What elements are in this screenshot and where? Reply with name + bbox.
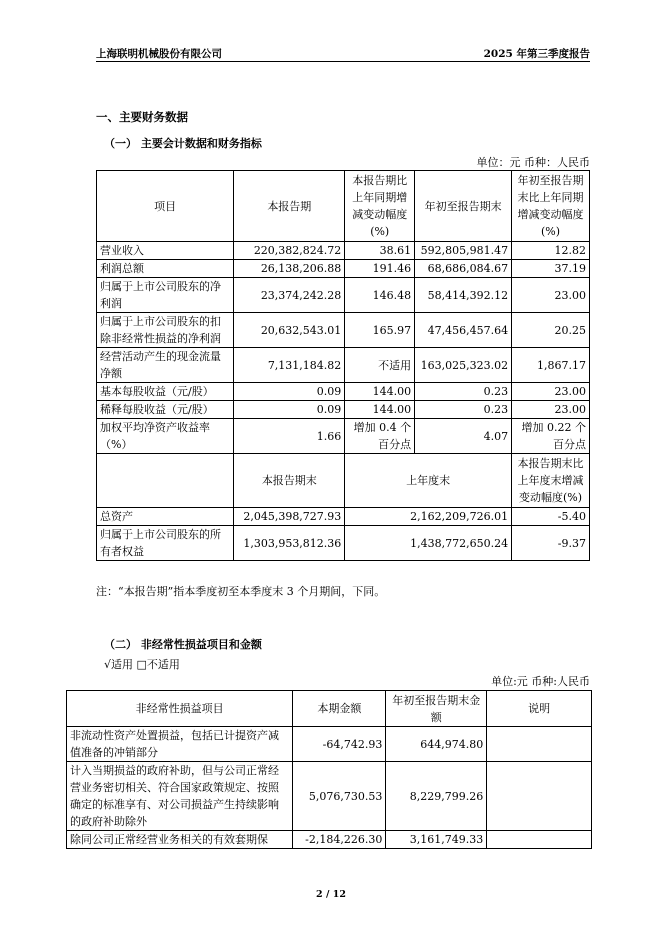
header-cell: 本报告期末 (234, 454, 345, 508)
cell-value: 144.00 (345, 401, 415, 419)
cell-value: 23.00 (512, 401, 590, 419)
cell-value: 1,303,953,812.36 (234, 526, 345, 561)
cell-value: -9.37 (512, 526, 590, 561)
header-cell: 本报告期比上年同期增减变动幅度(%) (345, 171, 415, 242)
header-cell: 上年度末 (345, 454, 512, 508)
cell-value: 644,974.80 (386, 727, 487, 762)
table-row (97, 313, 590, 348)
header-cell: 本报告期末比上年度末增减变动幅度(%) (512, 454, 590, 508)
row-label: 归属于上市公司股东的净利润 (97, 278, 234, 313)
cell-value: 4.07 (415, 419, 512, 454)
cell-value: 1,438,772,650.24 (345, 526, 512, 561)
cell-value: 3,161,749.33 (386, 831, 487, 849)
applicability-checkbox: √适用 □不适用 (104, 658, 180, 671)
table-row (97, 383, 590, 401)
row-label: 利润总额 (97, 260, 234, 278)
section-title: 一、主要财务数据 (96, 110, 188, 124)
cell-value: 68,686,084.67 (415, 260, 512, 278)
cell-value: 0.09 (234, 383, 345, 401)
cell-value: 20,632,543.01 (234, 313, 345, 348)
row-label: 营业收入 (97, 242, 234, 260)
non-recurring-table (66, 690, 592, 849)
header-divider (96, 61, 590, 62)
cell-value: 220,382,824.72 (234, 242, 345, 260)
table-subheader-row (97, 454, 590, 508)
header-cell: 年初至报告期末比上年同期增减变动幅度(%) (512, 171, 590, 242)
table-note: 注：“本报告期”指本季度初至本季度末 3 个月期间，下同。 (96, 585, 386, 598)
cell-value: 1.66 (234, 419, 345, 454)
header-cell: 说明 (487, 691, 592, 727)
cell-value: 592,805,981.47 (415, 242, 512, 260)
table-row (97, 242, 590, 260)
header-cell: 年初至报告期末金额 (386, 691, 487, 727)
header-cell: 年初至报告期末 (415, 171, 512, 242)
table-row (97, 260, 590, 278)
cell-value: -5.40 (512, 508, 590, 526)
row-label: 计入当期损益的政府补助，但与公司正常经营业务密切相关、符合国家政策规定、按照确定的标准享有、对公司损益产生持续影响的政府补助除外 (67, 762, 293, 831)
table-row (97, 526, 590, 561)
cell-value: 165.97 (345, 313, 415, 348)
cell-value: 5,076,730.53 (293, 762, 386, 831)
row-label: 非流动性资产处置损益，包括已计提资产减值准备的冲销部分 (67, 727, 293, 762)
cell-value: 不适用 (345, 348, 415, 383)
cell-value: 47,456,457.64 (415, 313, 512, 348)
cell-value: 12.82 (512, 242, 590, 260)
table-row (97, 401, 590, 419)
row-label: 除同公司正常经营业务相关的有效套期保 (67, 831, 293, 849)
cell-value: 7,131,184.82 (234, 348, 345, 383)
subsection-title: （二） 非经常性损益项目和金额 (104, 638, 262, 651)
table-row (67, 727, 592, 762)
report-title: 2025 年第三季度报告 (483, 48, 590, 60)
header-cell: 项目 (97, 171, 234, 242)
cell-value: 增加 0.22 个百分点 (512, 419, 590, 454)
subsection-title: （一） 主要会计数据和财务指标 (104, 137, 262, 150)
company-name: 上海联明机械股份有限公司 (96, 48, 222, 60)
row-label: 稀释每股收益（元/股） (97, 401, 234, 419)
cell-value: 191.46 (345, 260, 415, 278)
cell-value: 2,045,398,727.93 (234, 508, 345, 526)
cell-value: 163,025,323.02 (415, 348, 512, 383)
cell-value: 增加 0.4 个百分点 (345, 419, 415, 454)
cell-value (487, 831, 592, 849)
table-row (97, 508, 590, 526)
cell-value: 144.00 (345, 383, 415, 401)
unit-label: 单位：元 币种：人民币 (476, 156, 590, 169)
cell-value: 2,162,209,726.01 (345, 508, 512, 526)
cell-value: 23,374,242.28 (234, 278, 345, 313)
cell-value: -64,742.93 (293, 727, 386, 762)
financial-data-table (96, 170, 590, 561)
table-row (67, 762, 592, 831)
empty-cell (97, 454, 234, 508)
table-row (67, 831, 592, 849)
header-cell: 本报告期 (234, 171, 345, 242)
page-number: 2 / 12 (316, 889, 346, 900)
table-header-row (97, 171, 590, 242)
cell-value (487, 762, 592, 831)
cell-value: 0.09 (234, 401, 345, 419)
row-label: 加权平均净资产收益率（%） (97, 419, 234, 454)
table-header-row (67, 691, 592, 727)
cell-value: 0.23 (415, 401, 512, 419)
cell-value: 26,138,206.88 (234, 260, 345, 278)
cell-value: 23.00 (512, 383, 590, 401)
cell-value: 0.23 (415, 383, 512, 401)
unit-label: 单位:元 币种:人民币 (491, 675, 590, 688)
cell-value (487, 727, 592, 762)
cell-value: 8,229,799.26 (386, 762, 487, 831)
cell-value: 37.19 (512, 260, 590, 278)
row-label: 经营活动产生的现金流量净额 (97, 348, 234, 383)
cell-value: 38.61 (345, 242, 415, 260)
row-label: 归属于上市公司股东的扣除非经常性损益的净利润 (97, 313, 234, 348)
cell-value: 1,867.17 (512, 348, 590, 383)
table-row (97, 348, 590, 383)
row-label: 归属于上市公司股东的所有者权益 (97, 526, 234, 561)
cell-value: 23.00 (512, 278, 590, 313)
header-cell: 非经常性损益项目 (67, 691, 293, 727)
header-cell: 本期金额 (293, 691, 386, 727)
row-label: 总资产 (97, 508, 234, 526)
cell-value: 58,414,392.12 (415, 278, 512, 313)
cell-value: 20.25 (512, 313, 590, 348)
cell-value: 146.48 (345, 278, 415, 313)
table-row (97, 419, 590, 454)
cell-value: -2,184,226.30 (293, 831, 386, 849)
row-label: 基本每股收益（元/股） (97, 383, 234, 401)
table-row (97, 278, 590, 313)
